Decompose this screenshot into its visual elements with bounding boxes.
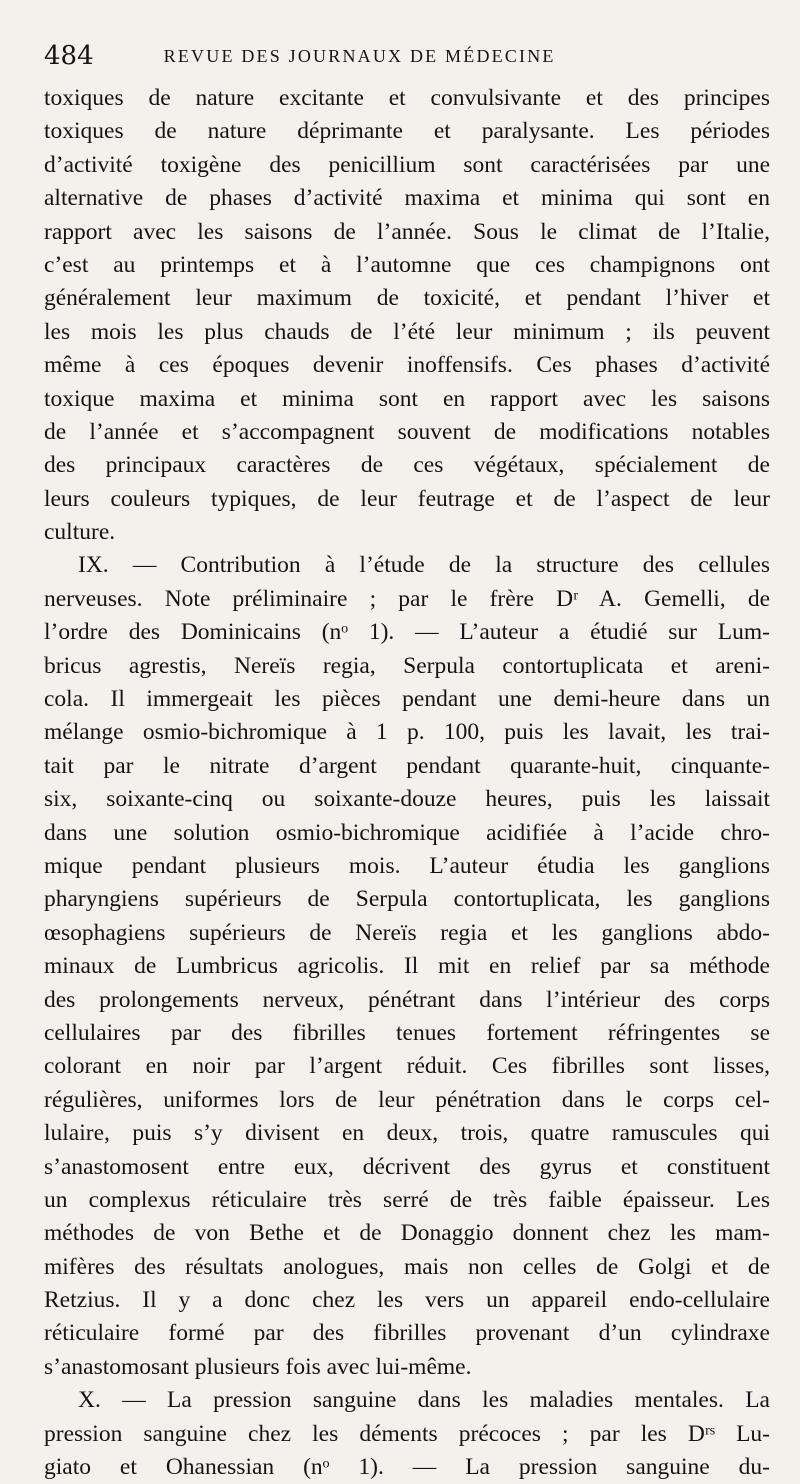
text-line: toxiques de nature excitante et convulsivante et des principes bbox=[44, 85, 770, 111]
text-line: culture. bbox=[44, 519, 116, 546]
text-line: alternative de phases d’activité maxima et minima qui sont en bbox=[44, 185, 770, 212]
text-line: mifères des résultats anologues, mais non celles de Golgi et de bbox=[44, 1253, 770, 1280]
text-line: lulaire, puis s’y divisent en deux, trois, quatre ramuscules qui bbox=[44, 1120, 770, 1147]
text-line: colorant en noir par l’argent réduit. Ces fibrilles sont lisses, bbox=[44, 1053, 770, 1080]
text-line: pharyngiens supérieurs de Serpula contortuplicata, les ganglions bbox=[44, 886, 770, 913]
text-line: même à ces époques devenir inoffensifs. Ces phases d’activité bbox=[44, 352, 770, 379]
text-line: leurs couleurs typiques, de leur feutrage et de l’aspect de leur bbox=[44, 485, 770, 512]
text-line: un complexus réticulaire très serré de très faible épaisseur. Les bbox=[44, 1186, 770, 1213]
text-line: minaux de Lumbricus agricolis. Il mit en relief par sa méthode bbox=[44, 953, 770, 980]
text-line: mique pendant plusieurs mois. L’auteur étudia les ganglions bbox=[44, 852, 770, 879]
text-line: bricus agrestis, Nereïs regia, Serpula contortuplicata et areni- bbox=[44, 652, 770, 679]
text-line: cola. Il immergeait les pièces pendant une demi-heure dans un bbox=[44, 686, 770, 713]
text-line: tait par le nitrate d’argent pendant quarante-huit, cinquante- bbox=[44, 752, 770, 779]
text-line: cellulaires par des fibrilles tenues fortement réfringentes se bbox=[44, 1019, 770, 1046]
text-line: giato et Ohanessian (nᵒ 1). — La pression sanguine du- bbox=[44, 1454, 770, 1481]
text-line: réticulaire formé par des fibrilles provenant d’un cylindraxe bbox=[44, 1320, 770, 1347]
text-line: l’ordre des Dominicains (nᵒ 1). — L’auteur a étudié sur Lum- bbox=[44, 619, 770, 646]
text-line: les mois les plus chauds de l’été leur minimum ; ils peuvent bbox=[44, 318, 770, 345]
running-title: REVUE DES JOURNAUX DE MÉDECINE bbox=[163, 45, 556, 66]
text-line: nerveuses. Note préliminaire ; par le frère Dʳ A. Gemelli, de bbox=[44, 585, 770, 612]
text-line: s’anastomosent entre eux, décrivent des gyrus et constituent bbox=[44, 1153, 770, 1180]
text-line: six, soixante-cinq ou soixante-douze heures, puis les laissait bbox=[44, 786, 770, 813]
text-line: mélange osmio-bichromique à 1 p. 100, puis les lavait, les trai- bbox=[44, 719, 770, 746]
text-line: pression sanguine chez les déments précoces ; par les Dʳˢ Lu- bbox=[44, 1420, 770, 1447]
text-line: s’anastomosant plusieurs fois avec lui-même. bbox=[44, 1353, 472, 1380]
body-text bbox=[44, 82, 770, 1484]
section-heading-x: X. — La pression sanguine dans les maladies mentales. La bbox=[78, 1387, 770, 1414]
text-line: d’activité toxigène des penicillium sont caractérisées par une bbox=[44, 151, 770, 178]
page-header bbox=[44, 36, 770, 76]
text-line: des prolongements nerveux, pénétrant dans l’intérieur des corps bbox=[44, 986, 770, 1013]
text-line: rapport avec les saisons de l’année. Sous le climat de l’Italie, bbox=[44, 218, 770, 245]
text-line: méthodes de von Bethe et de Donaggio donnent chez les mam- bbox=[44, 1220, 770, 1247]
text-line: toxique maxima et minima sont en rapport avec les saisons bbox=[44, 385, 770, 412]
text-line: dans une solution osmio-bichromique acidifiée à l’acide chro- bbox=[44, 819, 770, 846]
section-heading-ix: IX. — Contribution à l’étude de la structure des cellules bbox=[78, 552, 770, 579]
text-line: des principaux caractères de ces végétaux, spécialement de bbox=[44, 452, 770, 479]
text-line: de l’année et s’accompagnent souvent de modifications notables bbox=[44, 418, 770, 445]
text-line: Retzius. Il y a donc chez les vers un appareil endo-cellulaire bbox=[44, 1287, 770, 1314]
text-line: toxiques de nature déprimante et paralysante. Les périodes bbox=[44, 118, 770, 145]
page-number: 484 bbox=[44, 41, 94, 71]
text-line: c’est au printemps et à l’automne que ces champignons ont bbox=[44, 251, 770, 278]
text-line: œsophagiens supérieurs de Nereïs regia et les ganglions abdo- bbox=[44, 919, 770, 946]
text-line: généralement leur maximum de toxicité, et pendant l’hiver et bbox=[44, 285, 770, 312]
text-line: régulières, uniformes lors de leur pénétration dans le corps cel- bbox=[44, 1086, 770, 1113]
